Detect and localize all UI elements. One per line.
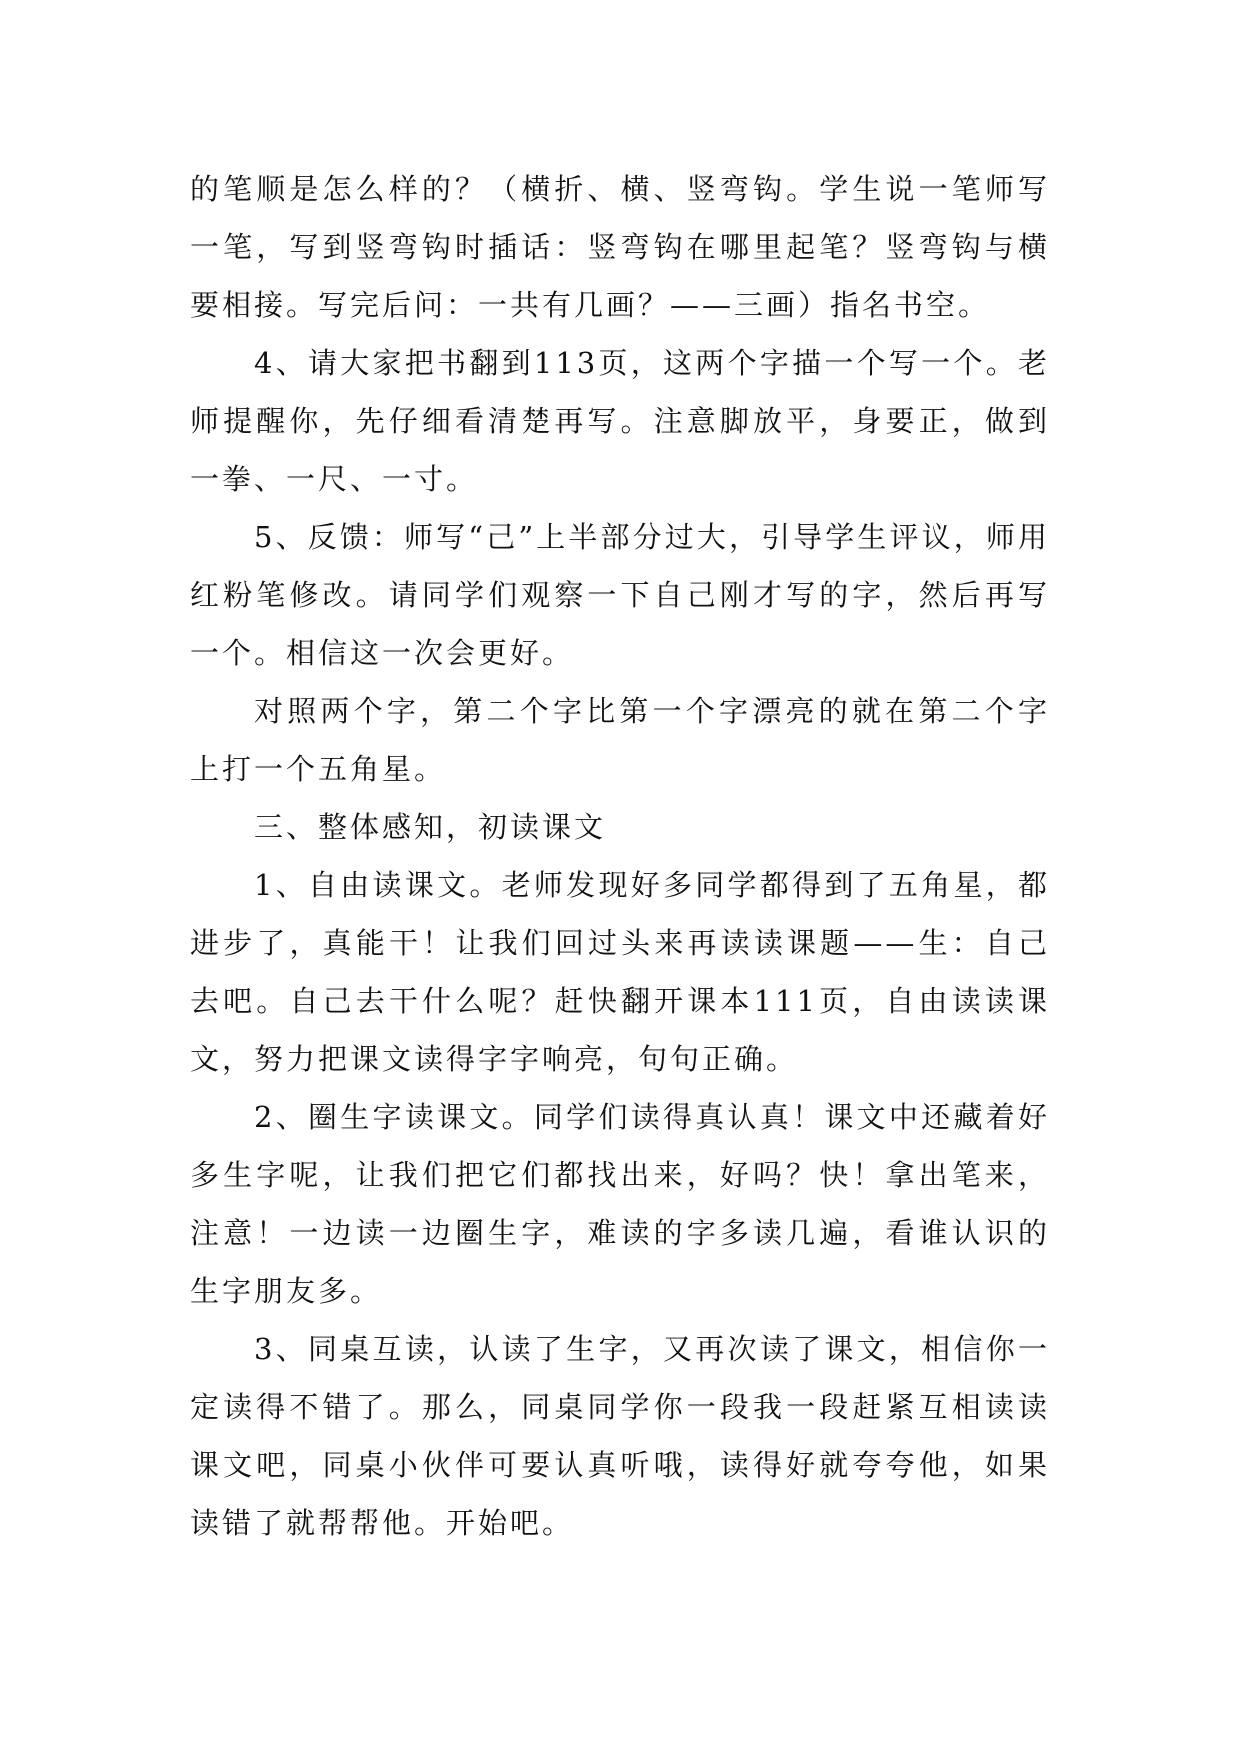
paragraph-step-4: 4、请大家把书翻到113页，这两个字描一个写一个。老师提醒你，先仔细看清楚再写。注意脚放平，身要正，做到一拳、一尺、一寸。 bbox=[190, 346, 1050, 496]
paragraph-stroke-order: 的笔顺是怎么样的？（横折、横、竖弯钩。学生说一笔师写一笔，写到竖弯钩时插话：竖弯钩在哪里起笔？竖弯钩与横要相接。写完后问：一共有几画？——三画）指名书空。 bbox=[190, 172, 1050, 322]
section-heading: 三、整体感知，初读课文 bbox=[254, 810, 607, 844]
paragraph-step-5: 5、反馈：师写“己”上半部分过大，引导学生评议，师用红粉笔修改。请同学们观察一下自己刚才写的字，然后再写一个。相信这一次会更好。 bbox=[190, 520, 1050, 670]
paragraph-compare: 对照两个字，第二个字比第一个字漂亮的就在第二个字上打一个五角星。 bbox=[190, 694, 1050, 786]
paragraph-item-2: 2、圈生字读课文。同学们读得真认真！课文中还藏着好多生字呢，让我们把它们都找出来，好吗？快！拿出笔来，注意！一边读一边圈生字，难读的字多读几遍，看谁认识的生字朋友多。 bbox=[190, 1100, 1050, 1308]
paragraph-item-1: 1、自由读课文。老师发现好多同学都得到了五角星，都进步了，真能干！让我们回过头来再读读课题——生：自己去吧。自己去干什么呢？赶快翻开课本111页，自由读读课文，努力把课文读得字字响亮，句句正确。 bbox=[190, 868, 1050, 1076]
paragraph-item-3: 3、同桌互读，认读了生字，又再次读了课文，相信你一定读得不错了。那么，同桌同学你一段我一段赶紧互相读读课文吧，同桌小伙伴可要认真听哦，读得好就夸夸他，如果读错了就帮帮他。开始吧。 bbox=[190, 1332, 1050, 1540]
document-body bbox=[190, 160, 1050, 1552]
